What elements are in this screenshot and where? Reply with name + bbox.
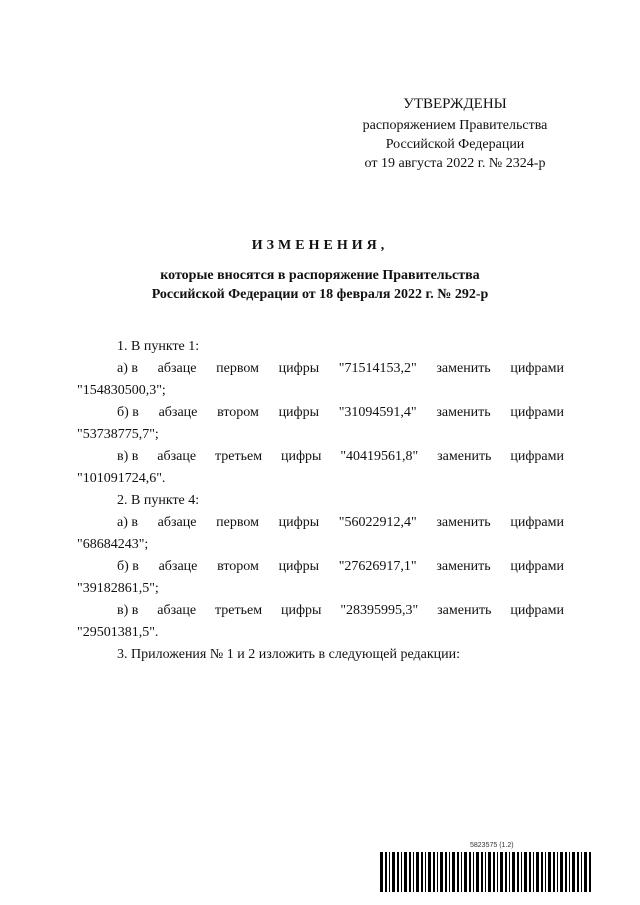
word: цифрами xyxy=(510,405,564,420)
word: абзаце xyxy=(157,515,197,530)
word: цифры xyxy=(278,361,320,376)
point-1-sub-c xyxy=(77,446,564,468)
word: заменить xyxy=(437,449,492,464)
word: абзаце xyxy=(158,559,198,574)
word: втором xyxy=(217,405,259,420)
word: абзаце xyxy=(158,405,198,420)
document-subtitle xyxy=(90,266,550,304)
point-2-sub-a-cont: "68684243"; xyxy=(77,537,149,552)
word: заменить xyxy=(436,515,491,530)
word: "28395995,3" xyxy=(340,603,419,618)
document-title: ИЗМЕНЕНИЯ, xyxy=(251,238,389,253)
point-2-sub-c-cont: "29501381,5". xyxy=(77,625,159,640)
word: заменить xyxy=(436,405,491,420)
word: "27626917,1" xyxy=(338,559,417,574)
point-2-sub-c xyxy=(77,600,564,622)
word: цифрами xyxy=(510,515,564,530)
point-1-sub-b-cont: "53738775,7"; xyxy=(77,427,159,442)
approval-line-3: от 19 августа 2022 г. № 2324-р xyxy=(364,156,546,171)
word: цифры xyxy=(278,515,320,530)
point-3: 3. Приложения № 1 и 2 изложить в следующей редакции: xyxy=(117,647,460,662)
approval-line-1: распоряжением Правительства xyxy=(362,118,548,133)
word: абзаце xyxy=(157,361,197,376)
word: абзаце xyxy=(157,603,197,618)
barcode-number: 5823575 (1.2) xyxy=(470,842,514,849)
word: заменить xyxy=(437,603,492,618)
word: третьем xyxy=(214,603,263,618)
word: цифры xyxy=(280,603,322,618)
word: третьем xyxy=(214,449,263,464)
word: цифрами xyxy=(510,559,564,574)
word: б) в xyxy=(117,405,139,420)
word: "71514153,2" xyxy=(338,361,417,376)
point-2-sub-b-cont: "39182861,5"; xyxy=(77,581,159,596)
approval-line-2: Российской Федерации xyxy=(385,137,525,152)
approval-head: УТВЕРЖДЕНЫ xyxy=(403,96,507,112)
point-1-heading: 1. В пункте 1: xyxy=(117,339,200,354)
word: первом xyxy=(216,361,259,376)
point-1-sub-b xyxy=(77,402,564,424)
point-1-sub-a-cont: "154830500,3"; xyxy=(77,383,166,398)
point-2-sub-b xyxy=(77,556,564,578)
word: цифрами xyxy=(510,603,564,618)
word: цифры xyxy=(278,559,320,574)
word: "40419561,8" xyxy=(340,449,419,464)
word: заменить xyxy=(436,559,491,574)
word: цифры xyxy=(278,405,320,420)
document-body xyxy=(77,336,564,666)
word: заменить xyxy=(436,361,491,376)
point-2-sub-a xyxy=(77,512,564,534)
word: втором xyxy=(217,559,259,574)
point-1-sub-a xyxy=(77,358,564,380)
word: "56022912,4" xyxy=(338,515,417,530)
word: а) в xyxy=(117,361,138,376)
point-2-heading: 2. В пункте 4: xyxy=(117,493,200,508)
word: первом xyxy=(216,515,259,530)
word: б) в xyxy=(117,559,139,574)
word: абзаце xyxy=(157,449,197,464)
word: "31094591,4" xyxy=(338,405,417,420)
subtitle-line-2: Российской Федерации от 18 февраля 2022 г. № 292-р xyxy=(151,287,489,302)
word: цифрами xyxy=(510,361,564,376)
word: цифрами xyxy=(510,449,564,464)
subtitle-line-1: которые вносятся в распоряжение Правительства xyxy=(160,268,480,283)
word: в) в xyxy=(117,603,139,618)
word: а) в xyxy=(117,515,138,530)
barcode-image xyxy=(380,852,595,892)
point-1-sub-c-cont: "101091724,6". xyxy=(77,471,166,486)
word: в) в xyxy=(117,449,139,464)
word: цифры xyxy=(280,449,322,464)
approval-block xyxy=(340,95,570,173)
